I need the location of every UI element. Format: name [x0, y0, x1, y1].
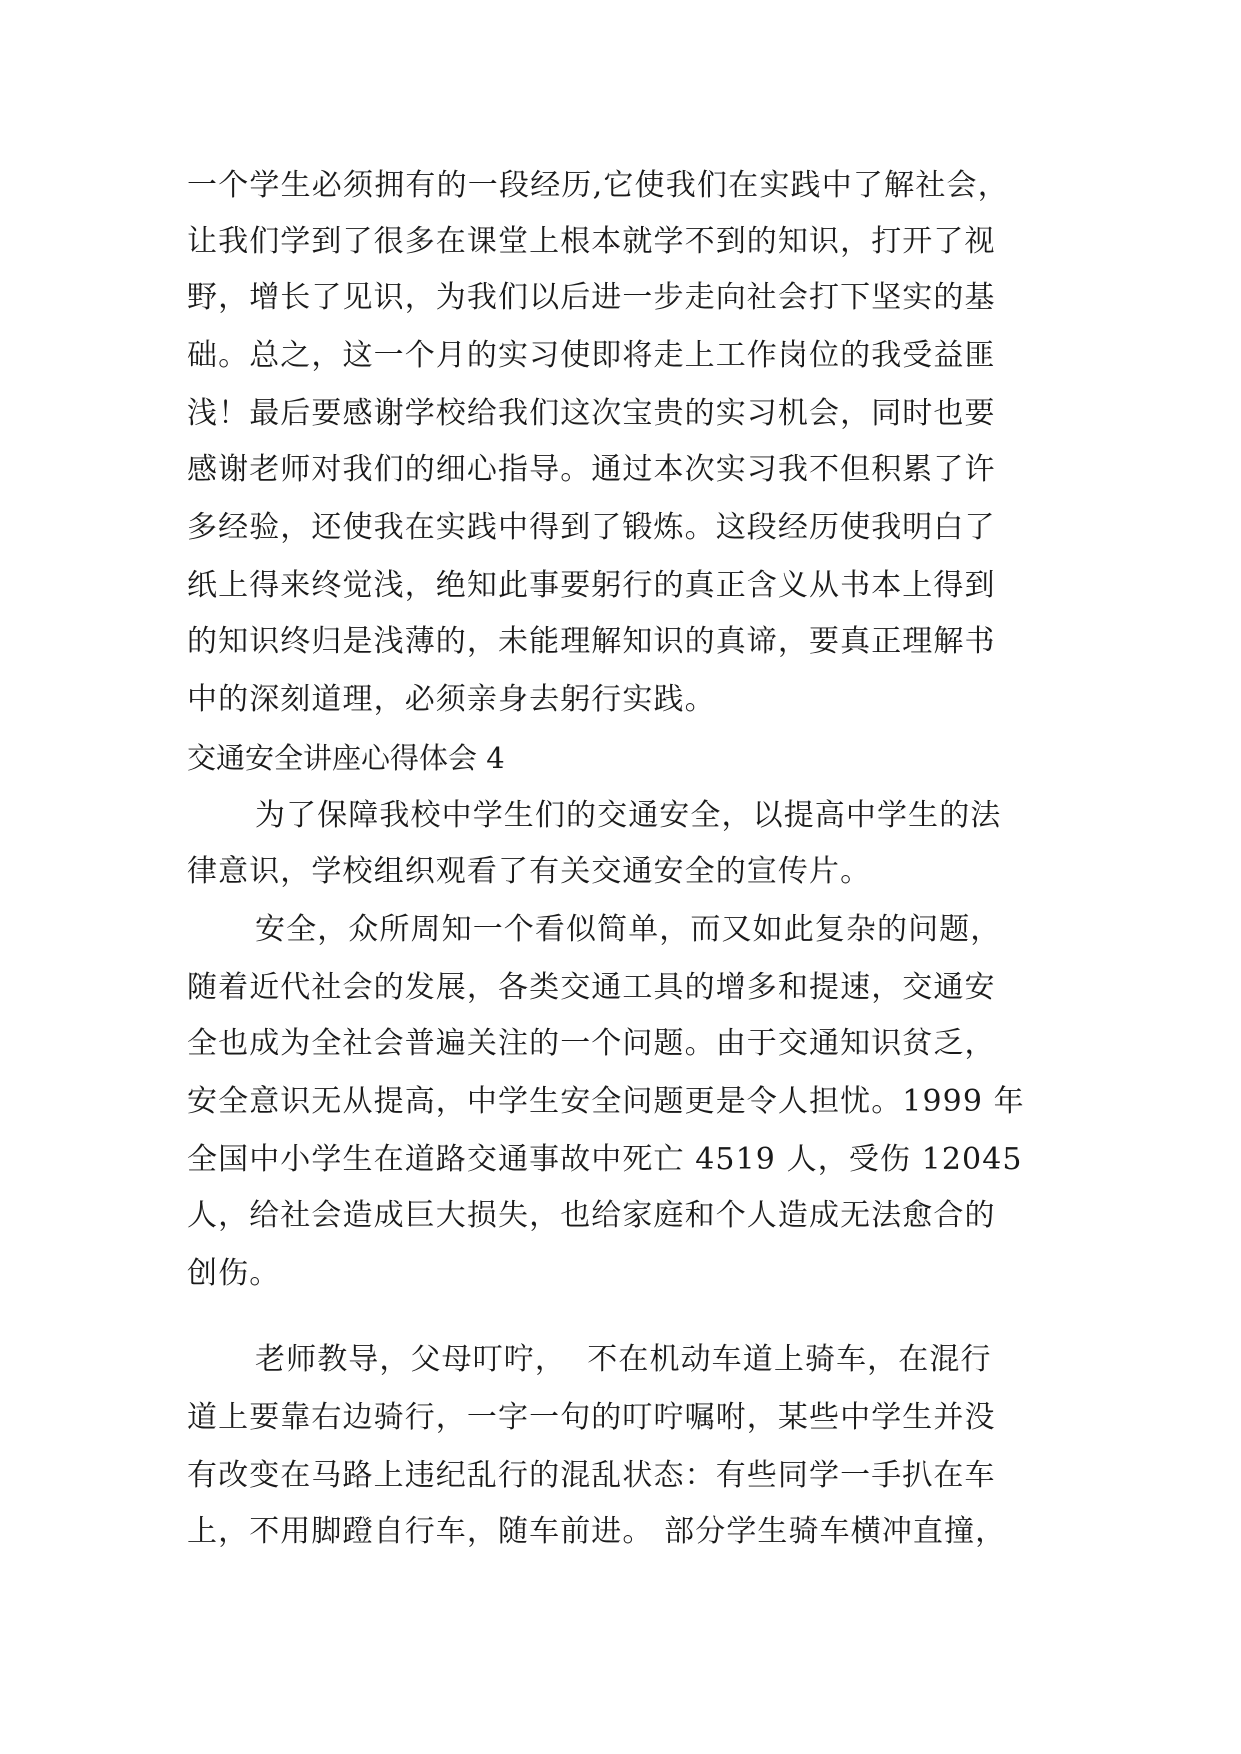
text-line: 为了保障我校中学生们的交通安全，以提高中学生的法: [255, 798, 1002, 833]
text-line: 律意识，学校组织观看了有关交通安全的宣传片。: [187, 854, 872, 889]
text-line: 一个学生必须拥有的一段经历,它使我们在实践中了解社会，: [187, 168, 1009, 203]
text-line: 老师教导，父母叮咛， 不在机动车道上骑车，在混行: [255, 1342, 992, 1377]
text-line: 安全，众所周知一个看似简单，而又如此复杂的问题，: [255, 912, 1002, 947]
text-line: 野，增长了见识，为我们以后进一步走向社会打下坚实的基: [187, 280, 996, 315]
section-title: 交通安全讲座心得体会 4: [187, 741, 505, 775]
text-line: 随着近代社会的发展，各类交通工具的增多和提速，交通安: [187, 970, 996, 1005]
text-line: 上，不用脚蹬自行车，随车前进。 部分学生骑车横冲直撞，: [187, 1514, 1007, 1549]
text-line: 多经验，还使我在实践中得到了锻炼。这段经历使我明白了: [187, 510, 996, 545]
text-line: 浅！最后要感谢学校给我们这次宝贵的实习机会，同时也要: [187, 396, 996, 431]
text-line: 安全意识无从提高，中学生安全问题更是令人担忧。1999 年: [187, 1084, 1025, 1119]
text-line: 人，给社会造成巨大损失，也给家庭和个人造成无法愈合的: [187, 1198, 996, 1233]
text-line: 感谢老师对我们的细心指导。通过本次实习我不但积累了许: [187, 452, 996, 487]
text-line: 的知识终归是浅薄的，未能理解知识的真谛，要真正理解书: [187, 624, 996, 659]
text-line: 础。总之，这一个月的实习使即将走上工作岗位的我受益匪: [187, 338, 996, 373]
text-line: 有改变在马路上违纪乱行的混乱状态：有些同学一手扒在车: [187, 1458, 996, 1493]
text-line: 让我们学到了很多在课堂上根本就学不到的知识，打开了视: [187, 224, 996, 259]
text-line: 道上要靠右边骑行，一字一句的叮咛嘱咐，某些中学生并没: [187, 1400, 996, 1435]
text-line: 创伤。: [187, 1256, 281, 1291]
text-line: 纸上得来终觉浅，绝知此事要躬行的真正含义从书本上得到: [187, 568, 996, 603]
text-line: 中的深刻道理，必须亲身去躬行实践。: [187, 682, 716, 717]
text-line: 全也成为全社会普遍关注的一个问题。由于交通知识贫乏，: [187, 1026, 996, 1061]
text-line: 全国中小学生在道路交通事故中死亡 4519 人，受伤 12045: [187, 1142, 1023, 1177]
